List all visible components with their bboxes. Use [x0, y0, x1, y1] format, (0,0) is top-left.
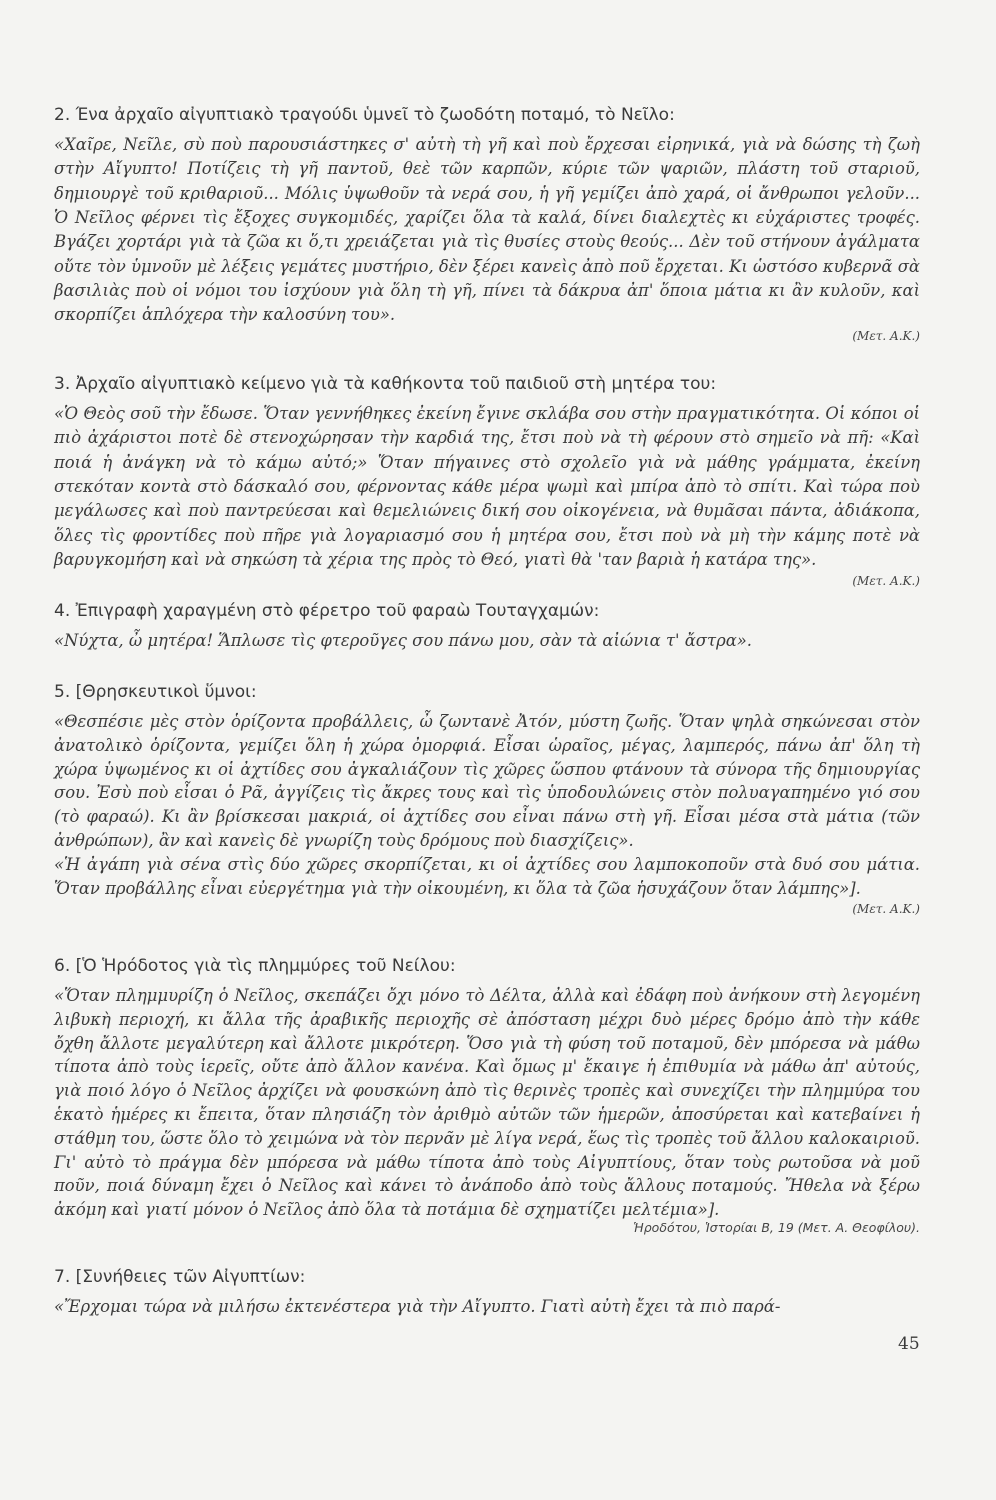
translator-credit: (Μετ. Α.Κ.)	[852, 902, 920, 917]
section-5	[54, 681, 920, 918]
section-body: «Ὅταν πλημμυρίζη ὁ Νεῖλος, σκεπάζει ὄχι μόνο τὸ Δέλτα, ἀλλὰ καὶ ἐδάφη ποὺ ἀνήκουν στὴ λεγομένη λιβυκὴ περιοχή, κι ἄλλα τῆς ἀραβικῆς περιοχῆς σὲ ἀπόσταση μέχρι δυὸ μέρες δρόμο ἀπὸ τὴν κάθε ὄχθη ἄλλοτε μεγαλύτερη καὶ ἄλλοτε μικρότερη. Ὅσο γιὰ τὴ φύση τοῦ ποταμοῦ, δὲν μπόρεσα νὰ μάθω τίποτα ἀπὸ τοὺς ἱερεῖς, οὔτε ἀπὸ ἄλλον κανένα. Καὶ ὅμως μ' ἔκαιγε ἡ ἐπιθυμία νὰ μάθω ἀπ' αὐτούς, γιὰ ποιό λόγο ὁ Νεῖλος ἀρχίζει νὰ φουσκώνη ἀπὸ τὶς θερινὲς τροπὲς καὶ συνεχίζει τὴν πλημμύρα του ἑκατὸ ἡμέρες κι ἔπειτα, ὅταν πλησιάζη τὸν ἀριθμὸ αὐτῶν τῶν ἡμερῶν, ἀποσύρεται καὶ κατεβαίνει ἡ στάθμη του, ὥστε ὅλο τὸ χειμώνα νὰ τὸν περνᾶν μὲ λίγα νερά, ἕως τὶς τροπὲς τοῦ ἄλλου καλοκαιριοῦ. Γι' αὐτὸ τὸ πράγμα δὲν μπόρεσα νὰ μάθω τίποτα ἀπὸ τοὺς Αἰγυπτίους, ὅταν τοὺς ρωτοῦσα νὰ μοῦ ποῦν, ποιά δύναμη ἔχει ὁ Νεῖλος καὶ κάνει τὸ ἀνάποδο ἀπὸ τοὺς ἄλλους ποταμούς. Ἤθελα νὰ ξέρω ἀκόμη καὶ γιατί μόνον ὁ Νεῖλος ἀπὸ ὅλα τὰ ποτάμια δὲ σχηματίζει μελτέμια»].	[54, 986, 920, 1220]
translator-credit: (Μετ. Α.Κ.)	[852, 574, 920, 589]
section-2	[54, 104, 920, 345]
section-3	[54, 373, 920, 590]
translator-credit: (Μετ. Α.Κ.)	[852, 329, 920, 344]
section-4	[54, 600, 920, 653]
section-7	[54, 1266, 920, 1319]
section-6	[54, 955, 920, 1236]
section-body: «Χαῖρε, Νεῖλε, σὺ ποὺ παρουσιάστηκες σ' αὐτὴ τὴ γῆ καὶ ποὺ ἔρχεσαι εἰρηνικά, γιὰ νὰ δώσης τὴ ζωὴ στὴν Αἴγυπτο! Ποτίζεις τὴ γῆ παντοῦ, θεὲ τῶν καρπῶν, κύριε τῶν ψαριῶν, πλάστη τοῦ σταριοῦ, δημιουργὲ τοῦ κριθαριοῦ... Μόλις ὑψωθοῦν τὰ νερά σου, ἡ γῆ γεμίζει ἀπὸ χαρά, οἱ ἄνθρωποι γελοῦν... Ὁ Νεῖλος φέρνει τὶς ἔξοχες συγκομιδές, χαρίζει ὅλα τὰ καλά, δίνει διαλεχτὲς κι εὐχάριστες τροφές. Βγάζει χορτάρι γιὰ τὰ ζῶα κι ὅ,τι χρειάζεται γιὰ τὶς θυσίες στοὺς θεούς... Δὲν τοῦ στήνουν ἀγάλματα οὔτε τὸν ὑμνοῦν μὲ λέξεις γεμάτες μυστήριο, δὲν ξέρει κανεὶς ἀπὸ ποῦ ἔρχεται. Κι ὡστόσο κυβερνᾶ σὰ βασιλιὰς ποὺ οἱ νόμοι του ἰσχύουν γιὰ ὅλη τὴ γῆ, πίνει τὰ δάκρυα ἀπ' ὅποια μάτια κι ἂν κυλοῦν, καὶ σκορπίζει ἁπλόχερα τὴν καλοσύνη του».	[54, 135, 920, 325]
section-body: «Ἔρχομαι τώρα νὰ μιλήσω ἐκτενέστερα γιὰ τὴν Αἴγυπτο. Γιατὶ αὐτὴ ἔχει τὰ πιὸ παρά-	[54, 1297, 781, 1317]
section-heading: 3. Ἀρχαῖο αἰγυπτιακὸ κείμενο γιὰ τὰ καθήκοντα τοῦ παιδιοῦ στὴ μητέρα του:	[54, 374, 717, 394]
section-heading: 4. Ἐπιγραφὴ χαραγμένη στὸ φέρετρο τοῦ φαραὼ Τουταγχαμών:	[54, 601, 600, 621]
page-number: 45	[898, 1334, 920, 1354]
section-body: «Θεσπέσιε μὲς στὸν ὁρίζοντα προβάλλεις, ὦ ζωντανὲ Ἀτόν, μύστη ζωῆς. Ὅταν ψηλὰ σηκώνεσαι στὸν ἀνατολικὸ ὁρίζοντα, γεμίζει ὅλη ἡ χώρα ὀμορφιά. Εἶσαι ὡραῖος, μέγας, λαμπερός, πάνω ἀπ' ὅλη τὴ χώρα ὑψωμένος κι οἱ ἀχτίδες σου ἀγκαλιάζουν τὶς χῶρες ὥσπου φτάνουν τὰ σύνορα τῆς δημιουργίας σου. Ἐσὺ ποὺ εἶσαι ὁ Ρᾶ, ἀγγίζεις τὶς ἄκρες τους καὶ τὶς ὑποδουλώνεις στὸν πολυαγαπημένο γιό σου (τὸ φαραώ). Κι ἂν βρίσκεσαι μακριά, οἱ ἀχτίδες σου εἶναι πάνω στὴ γῆ. Εἶσαι μέσα στὰ μάτια (τῶν ἀνθρώπων), ἂν καὶ κανεὶς δὲ γνωρίζη τοὺς δρόμους ποὺ διασχίζεις».	[54, 712, 920, 850]
section-heading: 6. [Ὁ Ἡρόδοτος γιὰ τὶς πλημμύρες τοῦ Νείλου:	[54, 956, 456, 976]
section-heading: 7. [Συνήθειες τῶν Αἰγυπτίων:	[54, 1267, 306, 1287]
section-body: «Ὁ Θεὸς σοῦ τὴν ἔδωσε. Ὅταν γεννήθηκες ἐκείνη ἔγινε σκλάβα σου στὴν πραγματικότητα. Οἱ κόποι οἱ πιὸ ἀχάριστοι ποτὲ δὲ στενοχώρησαν τὴν καρδιά της, ἔτσι ποὺ νὰ τὴ φέρουν στὸ σημεῖο νὰ πῆ: «Καὶ ποιά ἡ ἀνάγκη νὰ τὸ κάμω αὐτό;» Ὅταν πήγαινες στὸ σχολεῖο γιὰ νὰ μάθης γράμματα, ἐκείνη στεκόταν κοντὰ στὸ δάσκαλό σου, φέρνοντας κάθε μέρα ψωμὶ καὶ μπίρα ἀπὸ τὸ σπίτι. Καὶ τώρα ποὺ μεγάλωσες καὶ ποὺ παντρεύεσαι καὶ θεμελιώνεις δική σου οἰκογένεια, νὰ θυμᾶσαι πάντα, ἀδιάκοπα, ὅλες τὶς φροντίδες ποὺ πῆρε γιὰ λογαριασμό σου ἡ μητέρα σου, ἔτσι ποὺ νὰ μὴ τὴν κάμης ποτὲ νὰ βαρυγκομήση καὶ νὰ σηκώση τὰ χέρια της πρὸς τὸ Θεό, γιατὶ θὰ 'ταν βαριὰ ἡ κατάρα της».	[54, 404, 920, 569]
section-body-continued: «Ἡ ἀγάπη γιὰ σένα στὶς δύο χῶρες σκορπίζεται, κι οἱ ἀχτίδες σου λαμποκοποῦν στὰ δυό σου μάτια. Ὅταν προβάλλης εἶναι εὐεργέτημα γιὰ τὴν οἰκουμένη, κι ὅλα τὰ ζῶα ἡσυχάζουν ὅταν λάμπης»].	[54, 854, 920, 898]
source-citation: Ἡροδότου, Ἱστορίαι Β, 19 (Μετ. Α. Θεοφίλου).	[633, 1219, 920, 1235]
section-body: «Νύχτα, ὦ μητέρα! Ἅπλωσε τὶς φτεροῦγες σου πάνω μου, σὰν τὰ αἰώνια τ' ἄστρα».	[54, 631, 753, 651]
section-heading: 5. [Θρησκευτικοὶ ὕμνοι:	[54, 682, 257, 702]
section-heading: 2. Ένα ἀρχαῖο αἰγυπτιακὸ τραγούδι ὑμνεῖ τὸ ζωοδότη ποταμό, τὸ Νεῖλο:	[54, 105, 675, 125]
